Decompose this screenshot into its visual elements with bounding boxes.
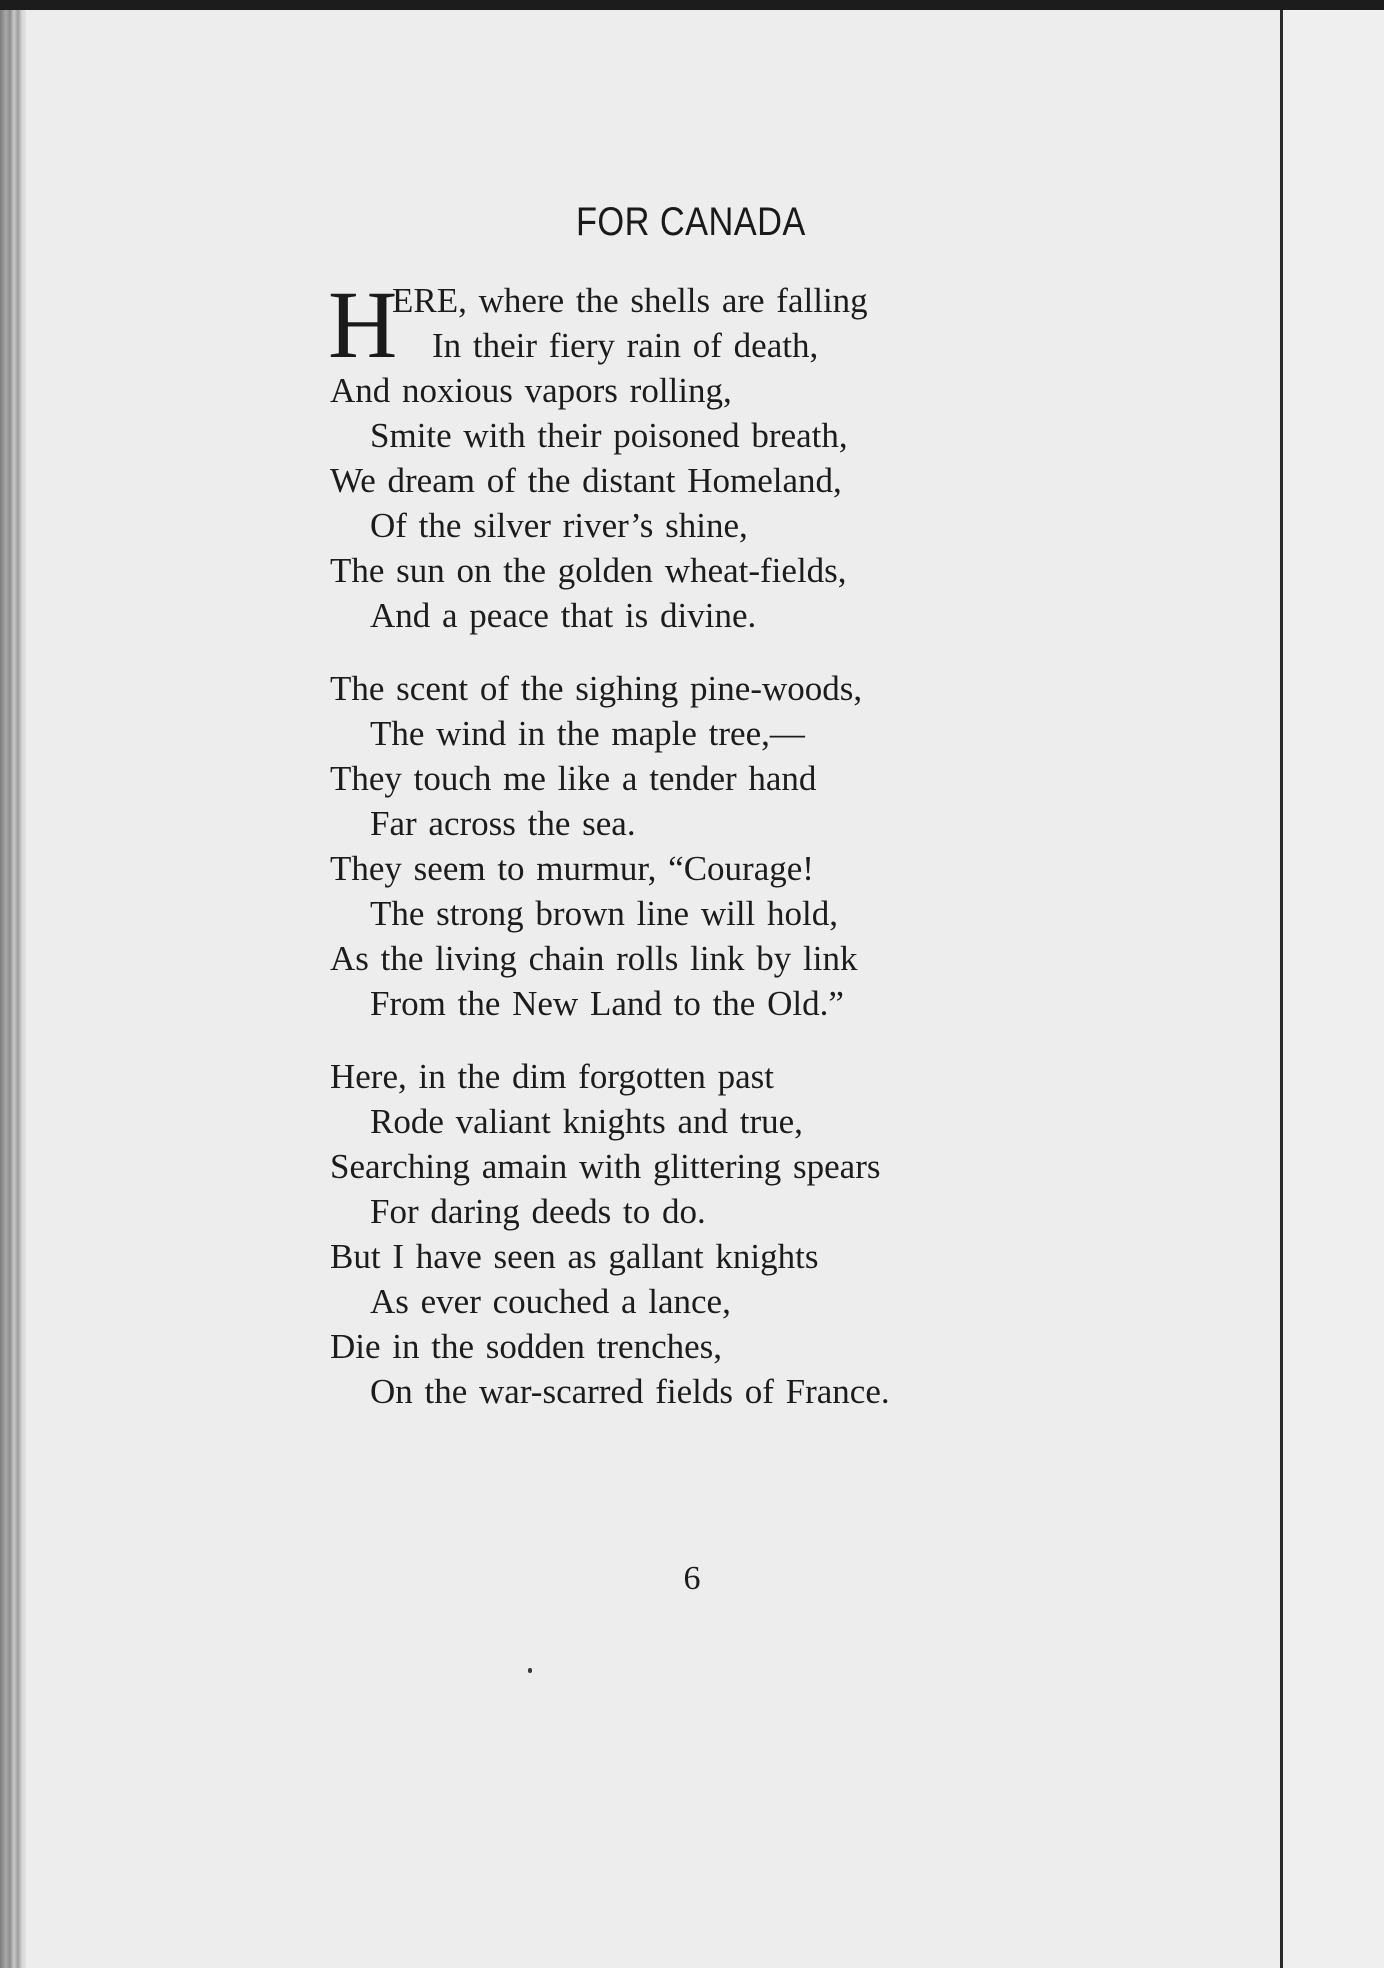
stanza-break bbox=[330, 638, 1050, 666]
poem-line: In their fiery rain of death, bbox=[432, 326, 819, 365]
poem-line: As the living chain rolls link by link bbox=[330, 939, 858, 978]
poem-line: Die in the sodden trenches, bbox=[330, 1327, 723, 1366]
poem-body bbox=[328, 271, 1050, 1414]
poem-line: ERE, where the shells are falling bbox=[392, 281, 868, 320]
poem-line: And noxious vapors rolling, bbox=[330, 371, 732, 410]
page-number: 6 bbox=[683, 1560, 701, 1597]
poem-line: But I have seen as gallant knights bbox=[330, 1237, 819, 1276]
poem-title: FOR CANADA bbox=[575, 200, 806, 244]
poem-line: The strong brown line will hold, bbox=[370, 894, 839, 933]
poem-line: As ever couched a lance, bbox=[370, 1282, 731, 1321]
poem-line: Far across the sea. bbox=[370, 804, 636, 843]
poem-line: We dream of the distant Homeland, bbox=[330, 461, 842, 500]
poem-line: Of the silver river’s shine, bbox=[370, 506, 748, 545]
poem-line: Smite with their poisoned breath, bbox=[370, 416, 848, 455]
stanza-1-opening bbox=[328, 271, 1050, 378]
poem-line: Searching amain with glittering spears bbox=[330, 1147, 881, 1186]
poem-line: On the war-scarred fields of France. bbox=[370, 1372, 890, 1411]
drop-cap: H bbox=[328, 271, 398, 378]
adjacent-page-margin bbox=[1283, 10, 1384, 1968]
binding-edge bbox=[0, 10, 26, 1968]
poem-line: The scent of the sighing pine-woods, bbox=[330, 669, 863, 708]
poem-line: The sun on the golden wheat-fields, bbox=[330, 551, 847, 590]
poem-line: From the New Land to the Old.” bbox=[370, 984, 844, 1023]
scan-top-border bbox=[0, 0, 1384, 10]
poem-line: Here, in the dim forgotten past bbox=[330, 1057, 774, 1096]
poem-line: And a peace that is divine. bbox=[370, 596, 757, 635]
poem-line: They touch me like a tender hand bbox=[330, 759, 817, 798]
poem-line: They seem to murmur, “Courage! bbox=[330, 849, 814, 888]
poem-line: For daring deeds to do. bbox=[370, 1192, 706, 1231]
poem-line: Rode valiant knights and true, bbox=[370, 1102, 803, 1141]
stanza-break bbox=[330, 1026, 1050, 1054]
ink-speck bbox=[528, 1668, 532, 1673]
poem-line: The wind in the maple tree,— bbox=[370, 714, 805, 753]
